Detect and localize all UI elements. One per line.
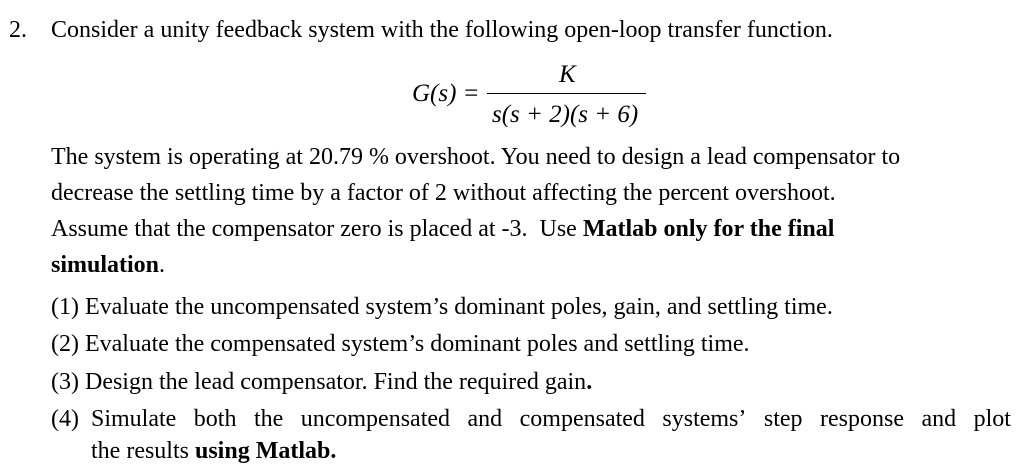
list-item-bold-end: . xyxy=(586,369,593,395)
paragraph-line-4-bold: simulation xyxy=(51,252,160,278)
list-item-text: Evaluate the compensated system’s dominant poles and settling time. xyxy=(84,331,750,357)
word: both xyxy=(193,406,237,432)
paragraph-line-4-end: . xyxy=(159,252,166,278)
word: response xyxy=(820,406,904,432)
paragraph-line-4 xyxy=(51,253,1011,277)
question-number: 2. xyxy=(9,17,27,43)
word: the xyxy=(253,406,284,432)
equation-numerator-text: K xyxy=(559,61,576,88)
list-item-label: (2) xyxy=(51,331,79,357)
list-item-text: Design the lead compensator. Find the required gain xyxy=(84,369,587,395)
equation-lhs xyxy=(412,81,480,106)
question-intro: Consider a unity feedback system with the following open-loop transfer function. xyxy=(51,17,833,43)
equation-numerator xyxy=(559,62,576,87)
list-item-4-justified-line xyxy=(91,407,1011,431)
list-item xyxy=(51,295,833,319)
list-item-4-line-2 xyxy=(91,439,336,463)
list-item-4-line-2-plain: the results xyxy=(91,438,195,464)
paragraph-line-3-bold: Matlab only for the final xyxy=(582,216,835,242)
list-item-label: (1) xyxy=(51,294,79,320)
word: and xyxy=(467,406,503,432)
list-item xyxy=(51,407,79,431)
paragraph-line-2: decrease the settling time by a factor of 2 without affecting the percent overshoot. xyxy=(51,180,836,206)
equation-denominator xyxy=(492,102,638,127)
list-item-label: (4) xyxy=(51,406,79,432)
word: step xyxy=(763,406,803,432)
word: and xyxy=(921,406,957,432)
word: Simulate xyxy=(91,406,177,432)
list-item-label: (3) xyxy=(51,369,79,395)
word: compensated xyxy=(519,406,645,432)
word: plot xyxy=(973,406,1011,432)
paragraph-line-3 xyxy=(51,217,1011,241)
word: uncompensated xyxy=(300,406,451,432)
list-item-text: Evaluate the uncompensated system’s dominant poles, gain, and settling time. xyxy=(84,294,833,320)
paragraph-line-1: The system is operating at 20.79 % overshoot. You need to design a lead compensator to xyxy=(51,144,901,170)
list-item-4-line-2-bold: using Matlab. xyxy=(194,438,337,464)
equation-lhs-text: G(s) = xyxy=(412,80,480,107)
list-item xyxy=(51,332,750,356)
fraction-bar xyxy=(487,93,646,94)
list-item xyxy=(51,370,592,394)
word: systems’ xyxy=(662,406,747,432)
equation-denominator-text: s(s + 2)(s + 6) xyxy=(492,101,639,128)
paragraph-line-3-plain: Assume that the compensator zero is placed at -3. Use xyxy=(51,216,583,242)
